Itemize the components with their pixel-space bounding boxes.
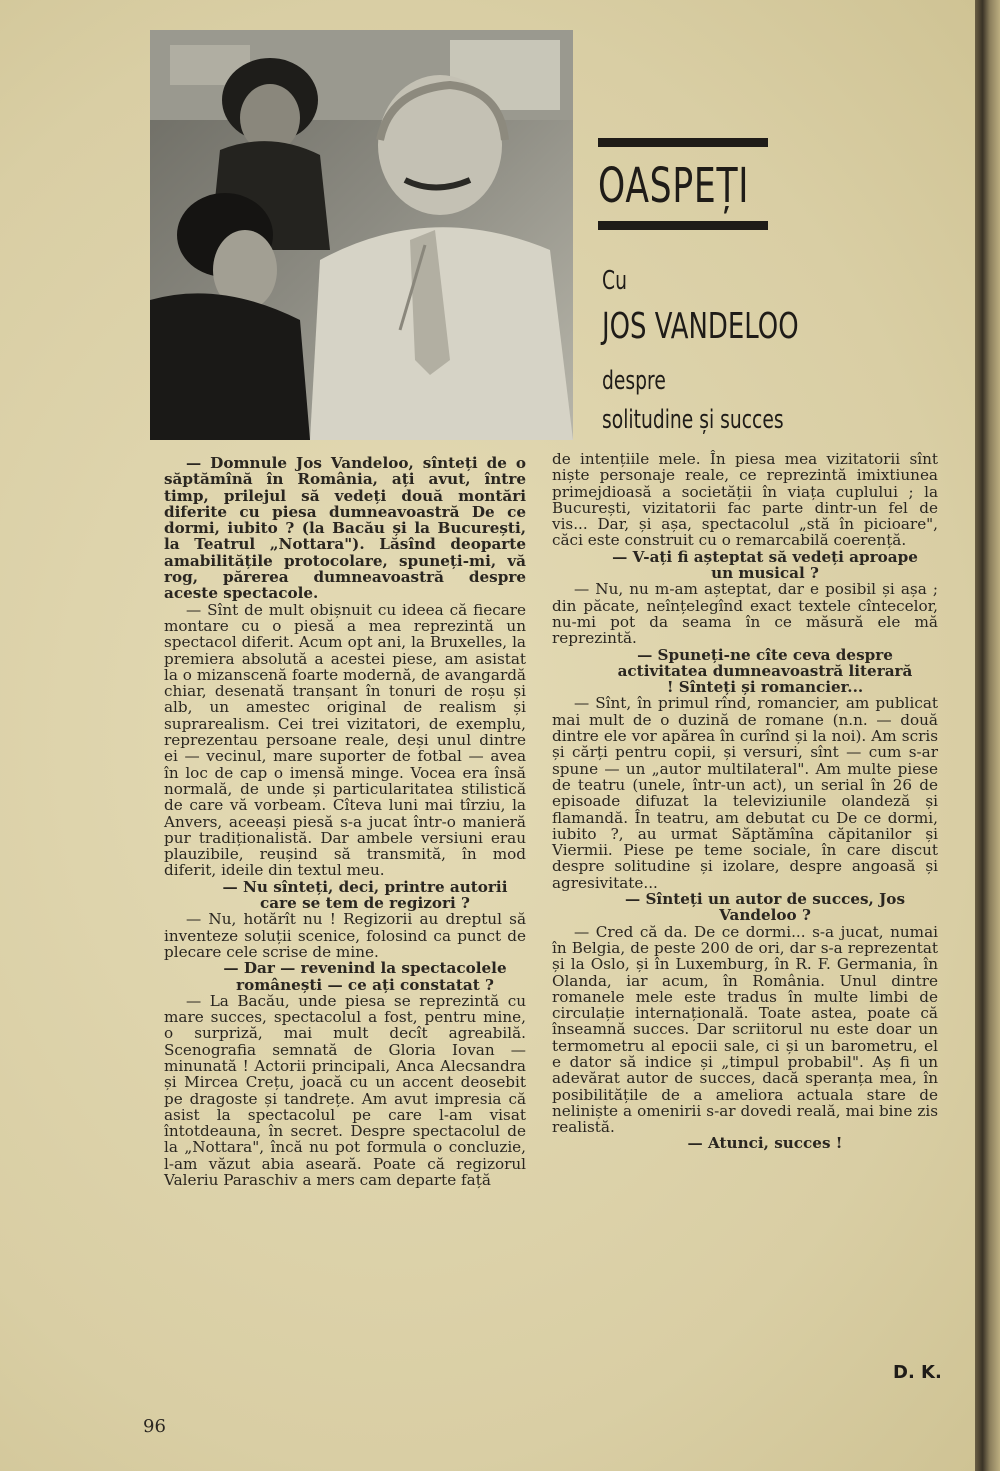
answer-paragraph: — Sînt de mult obișnuit cu ideea că fiecare montare cu o piesă a mea reprezintă un spectacol diferit. Acum opt ani, la Bruxelles, la premiera absolută a acestei piese, am asistat la o mizanscenă foarte modernă, de avangardă chiar, desenată tranșant în tonuri de roșu și alb, un amestec original de realism și suprarealism. Cei trei vizitatori, de exemplu, reprezentau persoane reale, deși unul dintre ei — vecinul, mare suporter de fotbal — avea în loc de cap o imensă minge. Vocea era însă normală, de unde și particularitatea stilistică de care vă vorbeam. Cîteva luni mai tîrziu, la Anvers, aceeași piesă s-a jucat într-o manieră pur tradiționalistă. Dar ambele versiuni erau plauzibile, reușind să transmită, în mod diferit, ideile din textul meu. (164, 600, 526, 880)
subtitle-line-4: solitudine și succes (602, 405, 784, 435)
title-rule-top (598, 138, 768, 147)
interview-photo (150, 30, 573, 440)
question-paragraph: — Dar — revenind la spectacolele românești — ce ați constatat ? (223, 959, 507, 994)
subtitle-name: JOS VANDELOO (602, 306, 799, 347)
question-paragraph: — Domnule Jos Vandeloo, sînteți de o săptămînă în România, ați avut, între timp, prilejul să vedeți două montări diferite cu piesa dumneavoastră De ce dormi, iubito ? (la Bacău și la București, la Teatrul „Nottara"). Lăsînd deoparte amabilitățile protocolare, spuneți-mi, vă rog, părerea dumneavoastră despre aceste spectacole. (164, 454, 526, 603)
subtitle-line-1: Cu (602, 266, 627, 296)
page-number: 96 (143, 1416, 166, 1437)
answer-paragraph: — Nu, nu m-am așteptat, dar e posibil și așa ; din păcate, neînțelegînd exact textele cîntecelor, nu-mi pot da seama în ce măsură ele mă reprezintă. (552, 580, 938, 648)
book-binding-edge (975, 0, 1000, 1471)
question-paragraph: — Spuneți-ne cîte ceva despre activitatea dumneavoastră literară ! Sînteți și romancier... (617, 645, 913, 697)
answer-paragraph: — Cred că da. De ce dormi... s-a jucat, numai în Belgia, de peste 200 de ori, dar s-a reprezentat și la Oslo, și în Luxemburg, în R. F. Germania, în Olanda, iar acum, în România. Unul dintre romanele mele este tradus în multe limbi de circulație internațională. Toate astea, poate că înseamnă succes. Dar scriitorul nu este doar un termometru al epocii sale, ci și un barometru, el e dator să indice și „timpul probabil". Aș fi un adevărat autor de succes, dacă speranța mea, în posibilitățile de a ameliora actuala stare de neliniște a omenirii s-ar dovedi reală, mai bine zis realistă. (552, 922, 938, 1137)
answer-paragraph: — Sînt, în primul rînd, romancier, am publicat mai mult de o duzină de romane (n.n. — două dintre ele vor apărea în curînd și la noi). Am scris și cărți pentru copii, și versuri, sînt — cum s-ar spune — un „autor multilateral". Am multe piese de teatru (unele, într-un act), un serial în 26 de episoade difuzat la televiziunile olandeză și flamandă. În teatru, am debutat cu De ce dormi, iubito ?, au urmat Săptămîna căpitanilor și Viermii. Piese pe teme sociale, în care discut despre solitudine și izolare, despre angoasă și agresivitate... (552, 694, 938, 892)
headline: OASPEȚI (598, 158, 750, 214)
subtitle-line-3: despre (602, 366, 666, 396)
question-paragraph: — Nu sînteți, deci, printre autorii care se tem de regizori ? (222, 877, 508, 913)
question-paragraph: — Sînteți un autor de succes, Jos Vandeloo ? (624, 890, 905, 925)
right-text-column (552, 451, 938, 1152)
author-signature: D. K. (893, 1362, 942, 1383)
answer-paragraph: — Nu, hotărît nu ! Regizorii au dreptul să inventeze soluții scenice, folosind ca punct de plecare cele scrise de mine. (164, 910, 526, 961)
question-paragraph: — Atunci, succes ! (687, 1134, 843, 1153)
left-text-column (164, 455, 526, 1188)
answer-paragraph: de intențiile mele. În piesa mea vizitatorii sînt niște personaje reale, ce reprezintă imixtiunea primejdioasă a societății în viața cuplului ; la București, vizitatorii fac parte dintr-un fel de vis... Dar, și așa, spectacolul „stă în picioare", căci este construit cu o remarcabilă coerență. (552, 450, 938, 550)
title-rule-bottom (598, 221, 768, 230)
question-paragraph: — V-ați fi așteptat să vedeți aproape un musical ? (612, 547, 918, 583)
article-title-block (598, 138, 778, 230)
photo-illustration (150, 30, 573, 440)
answer-paragraph: — La Bacău, unde piesa se reprezintă cu mare succes, spectacolul a fost, pentru mine, o surpriză, mai mult decît agreabilă. Scenografia semnată de Gloria Iovan — minunată ! Actorii principali, Anca Alecsandra și Mircea Crețu, joacă cu un accent deosebit pe dragoste și tandrețe. Am avut impresia că asist la spectacolul pe care l-am visat întotdeauna, în secret. Despre spectacolul de la „Nottara", încă nu pot formula o concluzie, l-am văzut abia aseară. Poate că regizorul Valeriu Paraschiv a mers cam departe față (164, 991, 526, 1190)
